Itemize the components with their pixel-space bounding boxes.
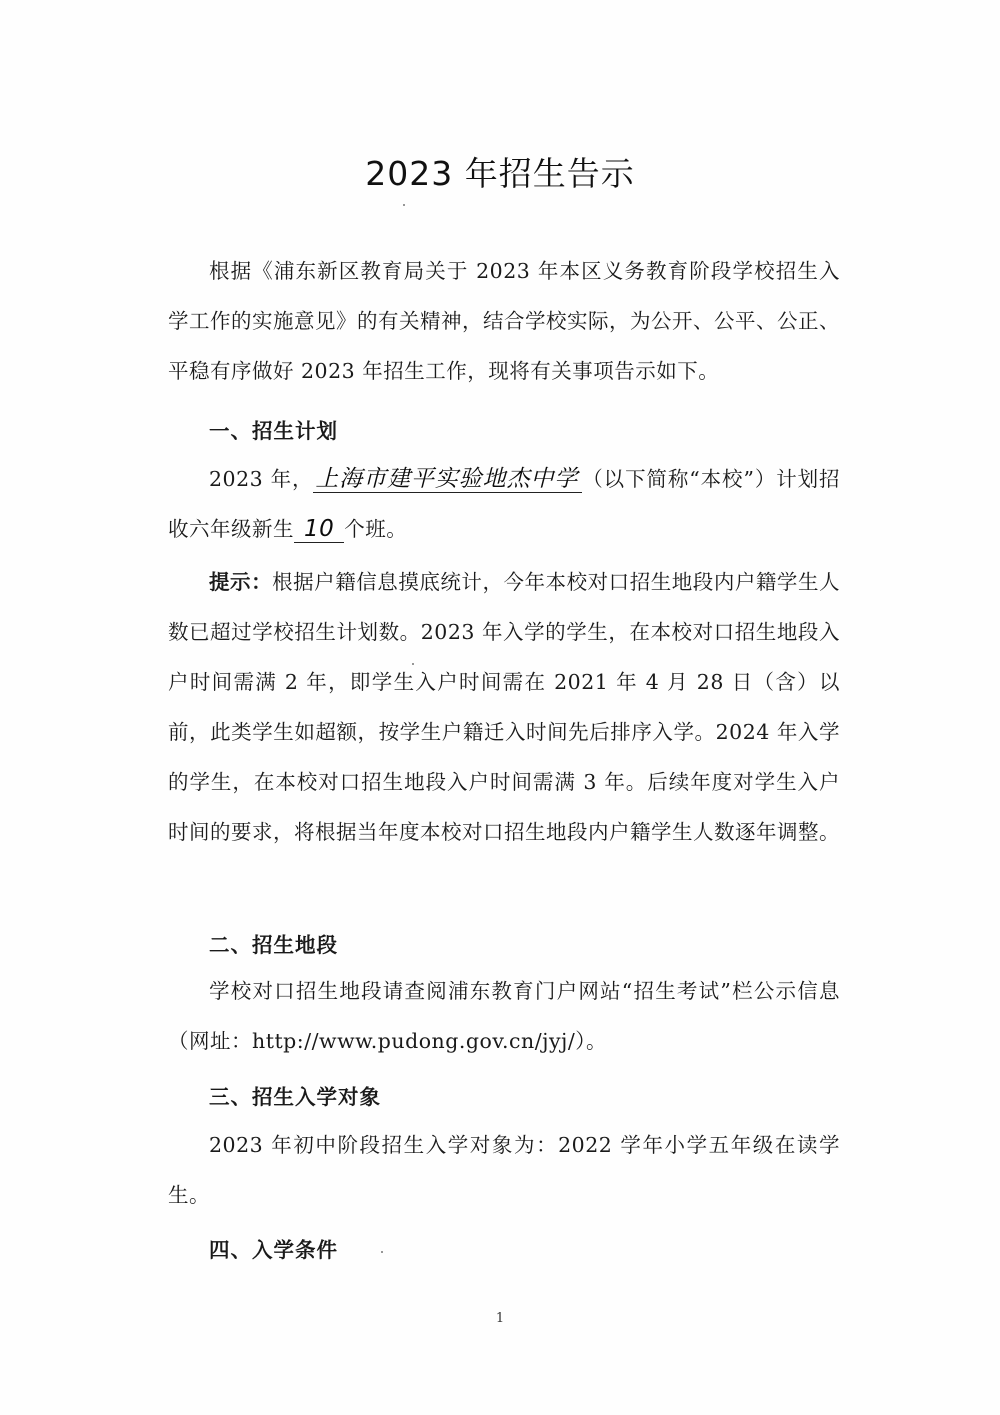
plan-middle-text: （以下简称“本校”）计划招收六年级新生	[168, 467, 841, 541]
tip-paragraph	[168, 557, 840, 857]
handwritten-class-count: 10	[294, 516, 344, 543]
tip-text: 根据户籍信息摸底统计，今年本校对口招生地段内户籍学生人数已超过学校招生计划数。2023 年入学的学生，在本校对口招生地段入户时间需满 2 年，即学生入户时间需在 2021 年 4 月 28 日（含）以前，此类学生如超额，按学生户籍迁入时间先后排序入学。2024 年入学的学生，在本校对口招生地段入户时间需满 3 年。后续年度对学生入户时间的要求，将根据当年度本校对口招生地段内户籍学生人数逐年调整。	[168, 570, 841, 844]
scan-speck	[381, 1251, 383, 1253]
plan-end-text: 个班。	[344, 517, 408, 541]
section-2-heading: 二、招生地段	[209, 933, 338, 957]
enrollment-plan-paragraph	[168, 454, 840, 554]
scan-speck	[412, 663, 414, 665]
document-title: 2023 年招生告示	[365, 154, 635, 193]
section-3-heading: 三、招生入学对象	[209, 1085, 381, 1109]
plan-year-text: 2023 年，	[209, 467, 314, 491]
tip-label: 提示：	[209, 570, 273, 594]
intro-paragraph: 根据《浦东新区教育局关于 2023 年本区义务教育阶段学校招生入学工作的实施意见》的有关精神，结合学校实际，为公开、公平、公正、平稳有序做好 2023 年招生工作，现将有关事项告示如下。	[168, 259, 840, 383]
scan-speck	[403, 204, 405, 206]
section-2-paragraph: 学校对口招生地段请查阅浦东教育门户网站“招生考试”栏公示信息（网址：http://www.pudong.gov.cn/jyj/）。	[168, 979, 840, 1053]
section-4-heading: 四、入学条件	[209, 1238, 338, 1262]
page-number: 1	[495, 1311, 505, 1326]
handwritten-school-name: 上海市建平实验地杰中学	[313, 466, 582, 493]
section-1-heading: 一、招生计划	[209, 419, 338, 443]
section-3-paragraph: 2023 年初中阶段招生入学对象为：2022 学年小学五年级在读学生。	[168, 1133, 840, 1207]
